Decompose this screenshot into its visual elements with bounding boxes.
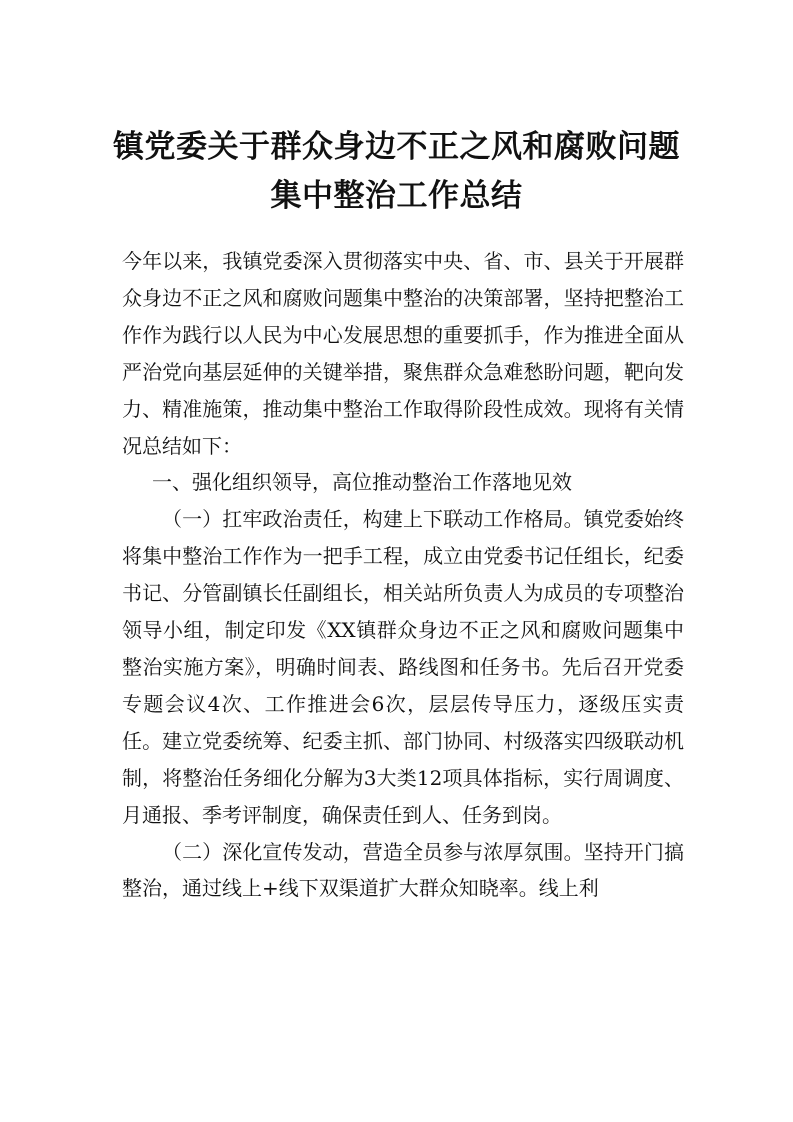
section-heading-1: 一、强化组织领导，高位推动整治工作落地见效 [152,470,572,495]
intro-paragraph: 今年以来，我镇党委深入贯彻落实中央、省、市、县关于开展群众身边不正之风和腐败问题集中整治的决策部署，坚持把整治工作作为践行以人民为中心发展思想的重要抓手，作为推进全面从严治党向基层延伸的关键举措，聚焦群众急难愁盼问题，靶向发力、精准施策，推动集中整治工作取得阶段性成效。现将有关情况总结如下： [122,249,684,458]
body-paragraph-1: （一）扛牢政治责任，构建上下联动工作格局。镇党委始终将集中整治工作作为一把手工程，成立由党委书记任组长，纪委书记、分管副镇长任副组长，相关站所负责人为成员的专项整治领导小组，制定印发《XX镇群众身边不正之风和腐败问题集中整治实施方案》，明确时间表、路线图和任务书。先后召开党委专题会议4次、工作推进会6次，层层传导压力，逐级压实责任。建立党委统筹、纪委主抓、部门协同、村级落实四级联动机制，将整治任务细化分解为3大类12项具体指标，实行周调度、月通报、季考评制度，确保责任到人、任务到岗。 [122,507,684,827]
document-body [122,243,684,907]
body-paragraph-2: （二）深化宣传发动，营造全员参与浓厚氛围。坚持开门搞整治，通过线上+线下双渠道扩大群众知晓率。线上利 [122,839,684,901]
document-title-line-2: 集中整治工作总结 [270,178,523,214]
document-title-line-1: 镇党委关于群众身边不正之风和腐败问题 [113,129,680,165]
